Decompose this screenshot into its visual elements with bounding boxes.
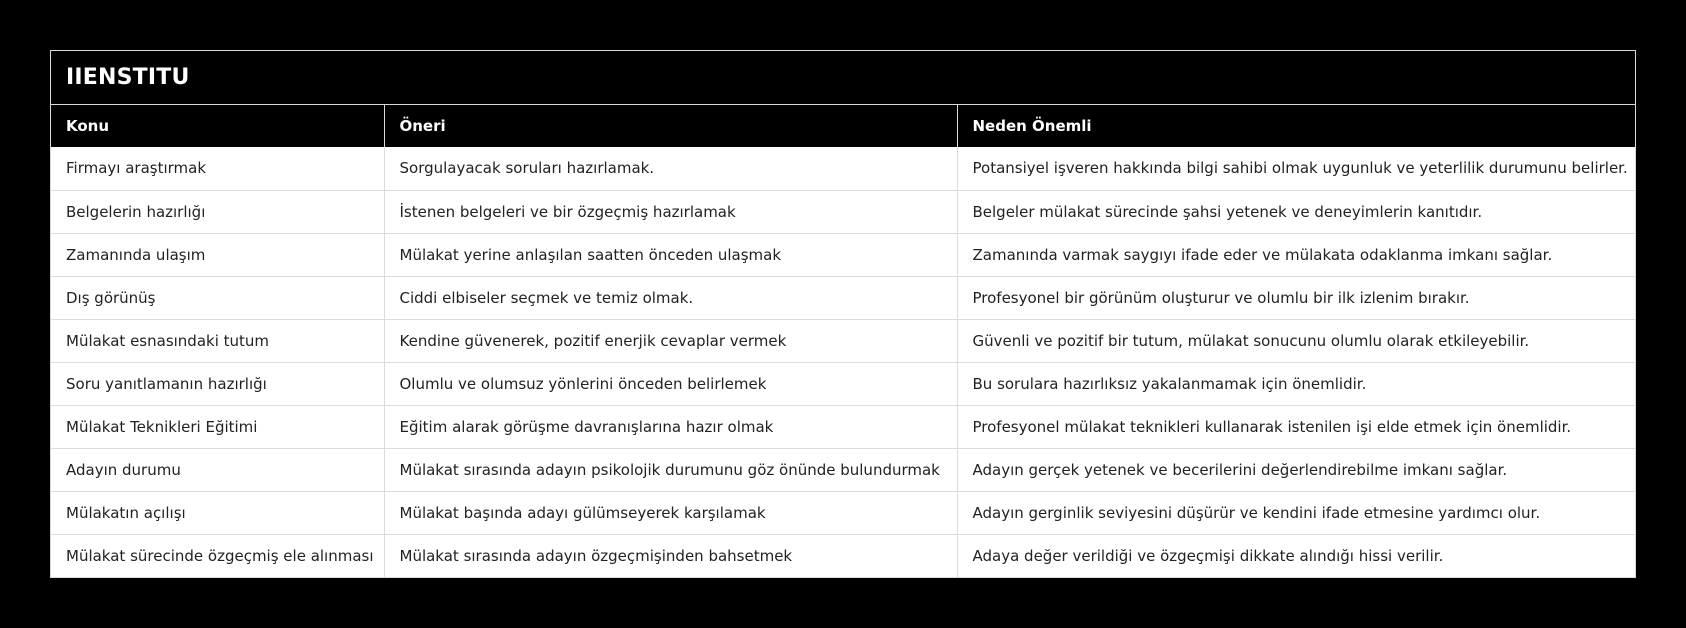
- cell-neden-onemli: Belgeler mülakat sürecinde şahsi yetenek ve deneyimlerin kanıtıdır.: [957, 190, 1635, 233]
- cell-konu: Mülakat sürecinde özgeçmiş ele alınması: [51, 534, 384, 577]
- table-title: IIENSTITU: [51, 51, 1635, 105]
- table-row: [51, 534, 1635, 577]
- cell-konu: Mülakat Teknikleri Eğitimi: [51, 405, 384, 448]
- data-table-container: [50, 50, 1636, 578]
- cell-neden-onemli: Profesyonel mülakat teknikleri kullanarak istenilen işi elde etmek için önemlidir.: [957, 405, 1635, 448]
- cell-neden-onemli: Adaya değer verildiği ve özgeçmişi dikkate alındığı hissi verilir.: [957, 534, 1635, 577]
- data-table: [51, 105, 1635, 577]
- cell-neden-onemli: Profesyonel bir görünüm oluşturur ve olumlu bir ilk izlenim bırakır.: [957, 276, 1635, 319]
- table-row: [51, 190, 1635, 233]
- table-row: [51, 491, 1635, 534]
- cell-neden-onemli: Potansiyel işveren hakkında bilgi sahibi olmak uygunluk ve yeterlilik durumunu belirler.: [957, 147, 1635, 190]
- cell-konu: Mülakatın açılışı: [51, 491, 384, 534]
- cell-oneri: Mülakat sırasında adayın psikolojik durumunu göz önünde bulundurmak: [384, 448, 957, 491]
- cell-konu: Mülakat esnasındaki tutum: [51, 319, 384, 362]
- table-row: [51, 147, 1635, 190]
- column-header-neden-onemli: Neden Önemli: [957, 105, 1635, 147]
- table-row: [51, 362, 1635, 405]
- cell-oneri: İstenen belgeleri ve bir özgeçmiş hazırlamak: [384, 190, 957, 233]
- cell-konu: Belgelerin hazırlığı: [51, 190, 384, 233]
- column-header-konu: Konu: [51, 105, 384, 147]
- cell-oneri: Sorgulayacak soruları hazırlamak.: [384, 147, 957, 190]
- cell-oneri: Mülakat yerine anlaşılan saatten önceden ulaşmak: [384, 233, 957, 276]
- table-row: [51, 405, 1635, 448]
- table-row: [51, 233, 1635, 276]
- cell-oneri: Kendine güvenerek, pozitif enerjik cevaplar vermek: [384, 319, 957, 362]
- table-row: [51, 448, 1635, 491]
- cell-neden-onemli: Zamanında varmak saygıyı ifade eder ve mülakata odaklanma imkanı sağlar.: [957, 233, 1635, 276]
- table-header-row: [51, 105, 1635, 147]
- column-header-oneri: Öneri: [384, 105, 957, 147]
- cell-konu: Dış görünüş: [51, 276, 384, 319]
- cell-konu: Zamanında ulaşım: [51, 233, 384, 276]
- cell-konu: Adayın durumu: [51, 448, 384, 491]
- cell-oneri: Ciddi elbiseler seçmek ve temiz olmak.: [384, 276, 957, 319]
- cell-neden-onemli: Güvenli ve pozitif bir tutum, mülakat sonucunu olumlu olarak etkileyebilir.: [957, 319, 1635, 362]
- cell-oneri: Mülakat sırasında adayın özgeçmişinden bahsetmek: [384, 534, 957, 577]
- table-row: [51, 276, 1635, 319]
- cell-oneri: Eğitim alarak görüşme davranışlarına hazır olmak: [384, 405, 957, 448]
- cell-neden-onemli: Adayın gerçek yetenek ve becerilerini değerlendirebilme imkanı sağlar.: [957, 448, 1635, 491]
- cell-oneri: Olumlu ve olumsuz yönlerini önceden belirlemek: [384, 362, 957, 405]
- table-row: [51, 319, 1635, 362]
- cell-oneri: Mülakat başında adayı gülümseyerek karşılamak: [384, 491, 957, 534]
- cell-konu: Soru yanıtlamanın hazırlığı: [51, 362, 384, 405]
- cell-neden-onemli: Bu sorulara hazırlıksız yakalanmamak için önemlidir.: [957, 362, 1635, 405]
- cell-neden-onemli: Adayın gerginlik seviyesini düşürür ve kendini ifade etmesine yardımcı olur.: [957, 491, 1635, 534]
- cell-konu: Firmayı araştırmak: [51, 147, 384, 190]
